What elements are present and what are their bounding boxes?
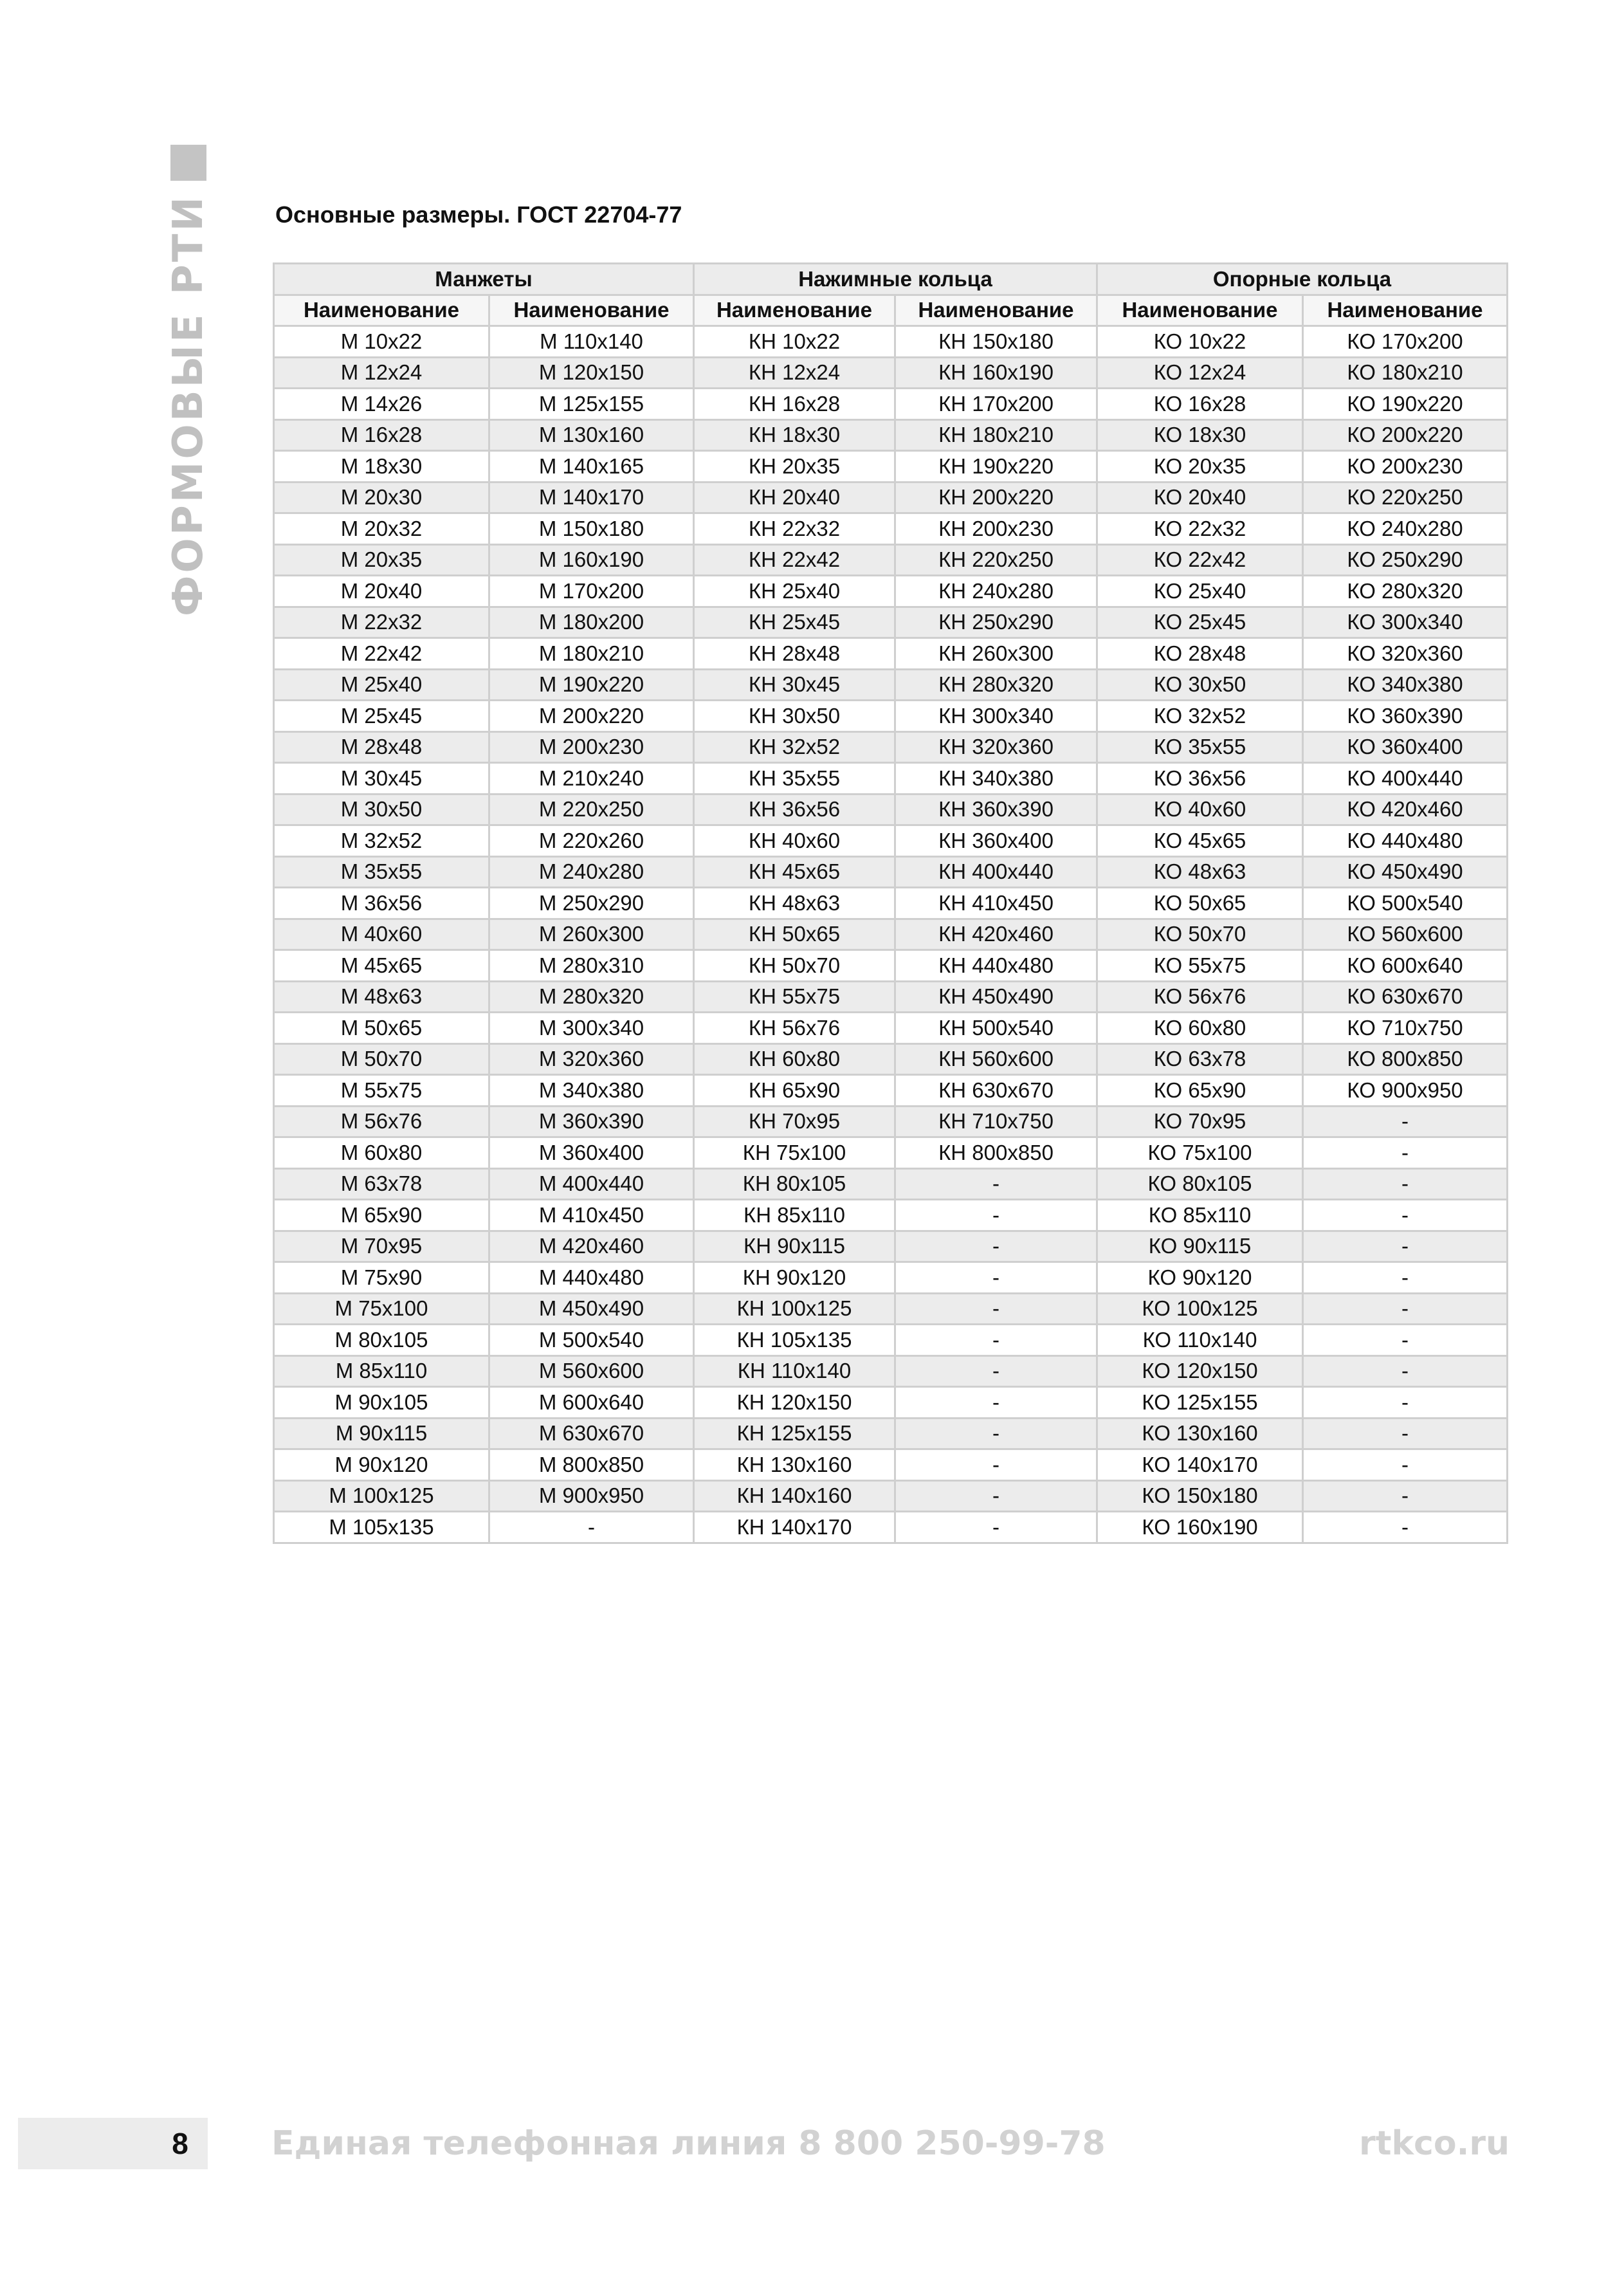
table-cell: М 300х340 (489, 1013, 694, 1044)
table-row (274, 1449, 1508, 1481)
table-cell: КН 18х30 (694, 419, 895, 451)
table-cell: - (1303, 1293, 1508, 1325)
table-row (274, 419, 1508, 451)
table-cell: КО 110х140 (1097, 1325, 1303, 1356)
table-cell: КО 160х190 (1097, 1512, 1303, 1543)
table-cell: М 220х260 (489, 825, 694, 857)
table-cell: КН 50х65 (694, 919, 895, 950)
table-cell: М 180х210 (489, 638, 694, 670)
table-cell: КН 20х35 (694, 451, 895, 482)
table-row (274, 1231, 1508, 1262)
table-cell: М 560х600 (489, 1355, 694, 1387)
table-cell: КО 90х120 (1097, 1262, 1303, 1294)
table-cell: М 70х95 (274, 1231, 489, 1262)
table-cell: - (1303, 1106, 1508, 1137)
table-cell: М 240х280 (489, 856, 694, 888)
table-cell: М 170х200 (489, 576, 694, 607)
table-cell: КО 22х42 (1097, 544, 1303, 576)
table-cell: КН 180х210 (895, 419, 1097, 451)
table-cell: КН 90х120 (694, 1262, 895, 1294)
table-cell: М 180х200 (489, 607, 694, 638)
table-cell: КО 20х35 (1097, 451, 1303, 482)
table-cell: КН 28х48 (694, 638, 895, 670)
table-cell: М 140х165 (489, 451, 694, 482)
table-row (274, 576, 1508, 607)
table-cell: КН 30х45 (694, 669, 895, 701)
side-section-label: ФОРМОВЫЕ РТИ (165, 194, 212, 617)
table-cell: КО 10х22 (1097, 326, 1303, 358)
table-cell: - (1303, 1168, 1508, 1200)
table-cell: - (895, 1325, 1097, 1356)
table-cell: КО 190х220 (1303, 389, 1508, 420)
table-cell: М 210х240 (489, 763, 694, 794)
table-cell: М 125х155 (489, 389, 694, 420)
table-cell: М 16х28 (274, 419, 489, 451)
table-cell: КН 130х160 (694, 1449, 895, 1481)
table-cell: - (1303, 1200, 1508, 1231)
table-row (274, 1325, 1508, 1356)
table-cell: М 500х540 (489, 1325, 694, 1356)
side-marker (170, 145, 206, 181)
table-row (274, 701, 1508, 732)
table-cell: М 260х300 (489, 919, 694, 950)
table-cell: КН 140х160 (694, 1480, 895, 1512)
table-cell: - (1303, 1449, 1508, 1481)
table-cell: КН 150х180 (895, 326, 1097, 358)
table-cell: - (895, 1262, 1097, 1294)
table-cell: КО 80х105 (1097, 1168, 1303, 1200)
table-cell: КО 63х78 (1097, 1043, 1303, 1075)
table-cell: КН 450х490 (895, 981, 1097, 1013)
table-cell: М 20х40 (274, 576, 489, 607)
group-header-cuffs: Манжеты (274, 264, 694, 295)
table-cell: КО 30х50 (1097, 669, 1303, 701)
table-cell: КН 110х140 (694, 1355, 895, 1387)
table-cell: М 25х40 (274, 669, 489, 701)
table-cell: КН 12х24 (694, 357, 895, 389)
table-cell: КН 10х22 (694, 326, 895, 358)
table-cell: КН 25х45 (694, 607, 895, 638)
table-cell: КН 45х65 (694, 856, 895, 888)
table-row (274, 1168, 1508, 1200)
table-cell: М 400х440 (489, 1168, 694, 1200)
table-row (274, 856, 1508, 888)
table-cell: КО 28х48 (1097, 638, 1303, 670)
table-cell: М 10х22 (274, 326, 489, 358)
table-cell: КН 100х125 (694, 1293, 895, 1325)
column-header: Наименование (694, 295, 895, 326)
table-cell: М 22х42 (274, 638, 489, 670)
table-cell: КН 160х190 (895, 357, 1097, 389)
table-cell: - (1303, 1480, 1508, 1512)
table-row (274, 1013, 1508, 1044)
sizes-table-container (273, 262, 1508, 1544)
table-cell: КН 16х28 (694, 389, 895, 420)
table-cell: М 630х670 (489, 1418, 694, 1449)
table-cell: КО 630х670 (1303, 981, 1508, 1013)
column-header-row (274, 295, 1508, 326)
table-cell: М 75х90 (274, 1262, 489, 1294)
table-cell: М 40х60 (274, 919, 489, 950)
footer-website: rtkco.ru (1358, 2124, 1510, 2163)
column-header: Наименование (1097, 295, 1303, 326)
table-cell: М 25х45 (274, 701, 489, 732)
table-cell: КН 30х50 (694, 701, 895, 732)
table-cell: КО 130х160 (1097, 1418, 1303, 1449)
table-cell: КО 56х76 (1097, 981, 1303, 1013)
table-row (274, 1043, 1508, 1075)
table-cell: М 450х490 (489, 1293, 694, 1325)
table-cell: М 75х100 (274, 1293, 489, 1325)
table-cell: - (1303, 1512, 1508, 1543)
table-cell: М 440х480 (489, 1262, 694, 1294)
table-cell: М 900х950 (489, 1480, 694, 1512)
table-cell: - (895, 1387, 1097, 1419)
table-cell: КН 50х70 (694, 950, 895, 982)
table-cell: М 50х65 (274, 1013, 489, 1044)
table-cell: М 200х220 (489, 701, 694, 732)
table-cell: М 220х250 (489, 794, 694, 825)
table-cell: КН 200х220 (895, 482, 1097, 513)
table-row (274, 513, 1508, 545)
table-cell: М 35х55 (274, 856, 489, 888)
table-cell: КН 190х220 (895, 451, 1097, 482)
table-cell: КО 35х55 (1097, 731, 1303, 763)
table-cell: КО 75х100 (1097, 1137, 1303, 1169)
table-cell: КН 120х150 (694, 1387, 895, 1419)
table-cell: КН 280х320 (895, 669, 1097, 701)
column-header: Наименование (1303, 295, 1508, 326)
table-cell: КН 20х40 (694, 482, 895, 513)
table-cell: КН 360х400 (895, 825, 1097, 857)
table-cell: КН 22х32 (694, 513, 895, 545)
table-cell: КО 140х170 (1097, 1449, 1303, 1481)
table-cell: - (1303, 1262, 1508, 1294)
table-cell: М 56х76 (274, 1106, 489, 1137)
table-cell: М 120х150 (489, 357, 694, 389)
table-cell: КО 50х65 (1097, 888, 1303, 919)
table-cell: М 150х180 (489, 513, 694, 545)
table-cell: КО 18х30 (1097, 419, 1303, 451)
table-cell: М 63х78 (274, 1168, 489, 1200)
table-row (274, 1293, 1508, 1325)
table-cell: М 360х400 (489, 1137, 694, 1169)
table-cell: М 250х290 (489, 888, 694, 919)
table-cell: М 360х390 (489, 1106, 694, 1137)
table-cell: М 600х640 (489, 1387, 694, 1419)
table-cell: КО 100х125 (1097, 1293, 1303, 1325)
table-cell: КН 320х360 (895, 731, 1097, 763)
table-row (274, 1418, 1508, 1449)
table-cell: КН 35х55 (694, 763, 895, 794)
table-row (274, 1200, 1508, 1231)
table-cell: КН 65х90 (694, 1075, 895, 1107)
table-cell: КН 90х115 (694, 1231, 895, 1262)
table-cell: КО 32х52 (1097, 701, 1303, 732)
table-cell: КО 710х750 (1303, 1013, 1508, 1044)
table-cell: КО 22х32 (1097, 513, 1303, 545)
table-cell: КО 300х340 (1303, 607, 1508, 638)
table-cell: КН 300х340 (895, 701, 1097, 732)
table-cell: М 20х32 (274, 513, 489, 545)
column-header: Наименование (489, 295, 694, 326)
table-cell: КН 48х63 (694, 888, 895, 919)
table-row (274, 763, 1508, 794)
table-cell: М 100х125 (274, 1480, 489, 1512)
table-cell: КО 125х155 (1097, 1387, 1303, 1419)
table-cell: КО 170х200 (1303, 326, 1508, 358)
table-cell: КН 500х540 (895, 1013, 1097, 1044)
table-cell: КО 320х360 (1303, 638, 1508, 670)
table-cell: - (895, 1231, 1097, 1262)
table-cell: М 14х26 (274, 389, 489, 420)
table-cell: КО 120х150 (1097, 1355, 1303, 1387)
table-row (274, 607, 1508, 638)
table-cell: - (1303, 1387, 1508, 1419)
table-cell: М 280х310 (489, 950, 694, 982)
table-cell: - (1303, 1418, 1508, 1449)
table-row (274, 1387, 1508, 1419)
table-row (274, 1480, 1508, 1512)
table-cell: М 30х50 (274, 794, 489, 825)
table-cell: КО 16х28 (1097, 389, 1303, 420)
table-cell: М 130х160 (489, 419, 694, 451)
table-row (274, 482, 1508, 513)
table-cell: М 48х63 (274, 981, 489, 1013)
table-cell: М 20х35 (274, 544, 489, 576)
table-cell: М 110х140 (489, 326, 694, 358)
table-cell: М 22х32 (274, 607, 489, 638)
table-cell: - (489, 1512, 694, 1543)
table-cell: М 160х190 (489, 544, 694, 576)
table-cell: КН 25х40 (694, 576, 895, 607)
table-cell: - (1303, 1355, 1508, 1387)
table-cell: КН 710х750 (895, 1106, 1097, 1137)
table-cell: - (895, 1480, 1097, 1512)
table-row (274, 1355, 1508, 1387)
group-header-pressure-rings: Нажимные кольца (694, 264, 1097, 295)
table-cell: М 30х45 (274, 763, 489, 794)
table-cell: - (895, 1293, 1097, 1325)
table-cell: КН 200х230 (895, 513, 1097, 545)
table-cell: М 105х135 (274, 1512, 489, 1543)
footer-phone-line: Единая телефонная линия 8 800 250-99-78 (271, 2124, 1106, 2163)
table-cell: КН 440х480 (895, 950, 1097, 982)
table-cell: КО 90х115 (1097, 1231, 1303, 1262)
table-cell: КН 70х95 (694, 1106, 895, 1137)
table-cell: КН 85х110 (694, 1200, 895, 1231)
table-cell: КО 25х40 (1097, 576, 1303, 607)
table-row (274, 1512, 1508, 1543)
table-cell: КН 125х155 (694, 1418, 895, 1449)
group-header-row (274, 264, 1508, 295)
column-header: Наименование (274, 295, 489, 326)
table-cell: - (895, 1418, 1097, 1449)
table-cell: М 90х105 (274, 1387, 489, 1419)
table-row (274, 1137, 1508, 1169)
table-cell: М 28х48 (274, 731, 489, 763)
table-cell: КН 800х850 (895, 1137, 1097, 1169)
table-cell: КН 400х440 (895, 856, 1097, 888)
table-cell: КО 450х490 (1303, 856, 1508, 888)
table-cell: КО 280х320 (1303, 576, 1508, 607)
table-row (274, 669, 1508, 701)
table-cell: КН 170х200 (895, 389, 1097, 420)
table-cell: КО 400х440 (1303, 763, 1508, 794)
table-cell: КН 22х42 (694, 544, 895, 576)
table-cell: КН 55х75 (694, 981, 895, 1013)
table-cell: М 65х90 (274, 1200, 489, 1231)
table-cell: КН 630х670 (895, 1075, 1097, 1107)
table-cell: КО 55х75 (1097, 950, 1303, 982)
page-title: Основные размеры. ГОСТ 22704-77 (275, 201, 682, 228)
table-cell: - (895, 1449, 1097, 1481)
table-cell: КО 600х640 (1303, 950, 1508, 982)
table-cell: КО 25х45 (1097, 607, 1303, 638)
table-cell: КН 220х250 (895, 544, 1097, 576)
table-cell: М 18х30 (274, 451, 489, 482)
table-body (274, 326, 1508, 1543)
table-cell: М 50х70 (274, 1043, 489, 1075)
table-row (274, 451, 1508, 482)
table-cell: КО 65х90 (1097, 1075, 1303, 1107)
table-cell: КО 240х280 (1303, 513, 1508, 545)
table-cell: М 200х230 (489, 731, 694, 763)
sizes-table (273, 262, 1508, 1544)
table-row (274, 950, 1508, 982)
table-row (274, 794, 1508, 825)
page-number: 8 (172, 2127, 188, 2160)
table-cell: КО 20х40 (1097, 482, 1303, 513)
table-cell: М 60х80 (274, 1137, 489, 1169)
table-cell: КН 420х460 (895, 919, 1097, 950)
table-cell: КО 200х220 (1303, 419, 1508, 451)
table-cell: КО 45х65 (1097, 825, 1303, 857)
table-cell: - (895, 1168, 1097, 1200)
table-cell: М 20х30 (274, 482, 489, 513)
table-cell: КН 340х380 (895, 763, 1097, 794)
table-row (274, 1106, 1508, 1137)
table-cell: КО 440х480 (1303, 825, 1508, 857)
table-cell: КО 48х63 (1097, 856, 1303, 888)
table-cell: М 320х360 (489, 1043, 694, 1075)
table-cell: КН 60х80 (694, 1043, 895, 1075)
table-cell: КН 80х105 (694, 1168, 895, 1200)
table-cell: КО 900х950 (1303, 1075, 1508, 1107)
table-cell: КН 560х600 (895, 1043, 1097, 1075)
table-cell: КН 75х100 (694, 1137, 895, 1169)
table-cell: КН 410х450 (895, 888, 1097, 919)
table-cell: - (1303, 1231, 1508, 1262)
table-cell: КО 40х60 (1097, 794, 1303, 825)
table-cell: КО 420х460 (1303, 794, 1508, 825)
table-row (274, 731, 1508, 763)
table-cell: КН 40х60 (694, 825, 895, 857)
table-cell: КО 12х24 (1097, 357, 1303, 389)
table-cell: КН 32х52 (694, 731, 895, 763)
table-cell: М 12х24 (274, 357, 489, 389)
table-row (274, 326, 1508, 358)
table-cell: М 80х105 (274, 1325, 489, 1356)
table-cell: КО 360х400 (1303, 731, 1508, 763)
table-cell: КО 50х70 (1097, 919, 1303, 950)
table-cell: КО 220х250 (1303, 482, 1508, 513)
table-cell: - (895, 1355, 1097, 1387)
table-row (274, 981, 1508, 1013)
table-cell: КН 140х170 (694, 1512, 895, 1543)
table-cell: КН 56х76 (694, 1013, 895, 1044)
table-cell: М 90х115 (274, 1418, 489, 1449)
table-row (274, 888, 1508, 919)
table-cell: М 55х75 (274, 1075, 489, 1107)
table-cell: КО 70х95 (1097, 1106, 1303, 1137)
table-cell: М 190х220 (489, 669, 694, 701)
table-cell: М 45х65 (274, 950, 489, 982)
table-cell: М 420х460 (489, 1231, 694, 1262)
table-cell: М 36х56 (274, 888, 489, 919)
table-row (274, 825, 1508, 857)
table-row (274, 357, 1508, 389)
table-cell: КН 260х300 (895, 638, 1097, 670)
table-cell: КН 360х390 (895, 794, 1097, 825)
table-cell: КО 560х600 (1303, 919, 1508, 950)
table-cell: КО 85х110 (1097, 1200, 1303, 1231)
table-row (274, 1262, 1508, 1294)
table-cell: КО 200х230 (1303, 451, 1508, 482)
table-cell: КО 60х80 (1097, 1013, 1303, 1044)
table-cell: М 90х120 (274, 1449, 489, 1481)
table-cell: М 85х110 (274, 1355, 489, 1387)
table-cell: КН 240х280 (895, 576, 1097, 607)
table-cell: - (1303, 1137, 1508, 1169)
table-cell: М 280х320 (489, 981, 694, 1013)
table-cell: М 140х170 (489, 482, 694, 513)
table-cell: КО 500х540 (1303, 888, 1508, 919)
table-cell: М 32х52 (274, 825, 489, 857)
column-header: Наименование (895, 295, 1097, 326)
table-cell: КО 800х850 (1303, 1043, 1508, 1075)
table-cell: М 340х380 (489, 1075, 694, 1107)
table-row (274, 919, 1508, 950)
table-cell: КО 250х290 (1303, 544, 1508, 576)
table-cell: КО 340х380 (1303, 669, 1508, 701)
table-cell: - (895, 1200, 1097, 1231)
table-cell: М 410х450 (489, 1200, 694, 1231)
table-row (274, 1075, 1508, 1107)
table-row (274, 544, 1508, 576)
group-header-support-rings: Опорные кольца (1097, 264, 1508, 295)
table-cell: КО 360х390 (1303, 701, 1508, 732)
table-cell: КО 36х56 (1097, 763, 1303, 794)
table-cell: КО 150х180 (1097, 1480, 1303, 1512)
table-row (274, 389, 1508, 420)
table-cell: - (1303, 1325, 1508, 1356)
table-cell: КН 36х56 (694, 794, 895, 825)
table-cell: КО 180х210 (1303, 357, 1508, 389)
table-cell: КН 250х290 (895, 607, 1097, 638)
table-cell: КН 105х135 (694, 1325, 895, 1356)
table-row (274, 638, 1508, 670)
table-cell: - (895, 1512, 1097, 1543)
table-cell: М 800х850 (489, 1449, 694, 1481)
